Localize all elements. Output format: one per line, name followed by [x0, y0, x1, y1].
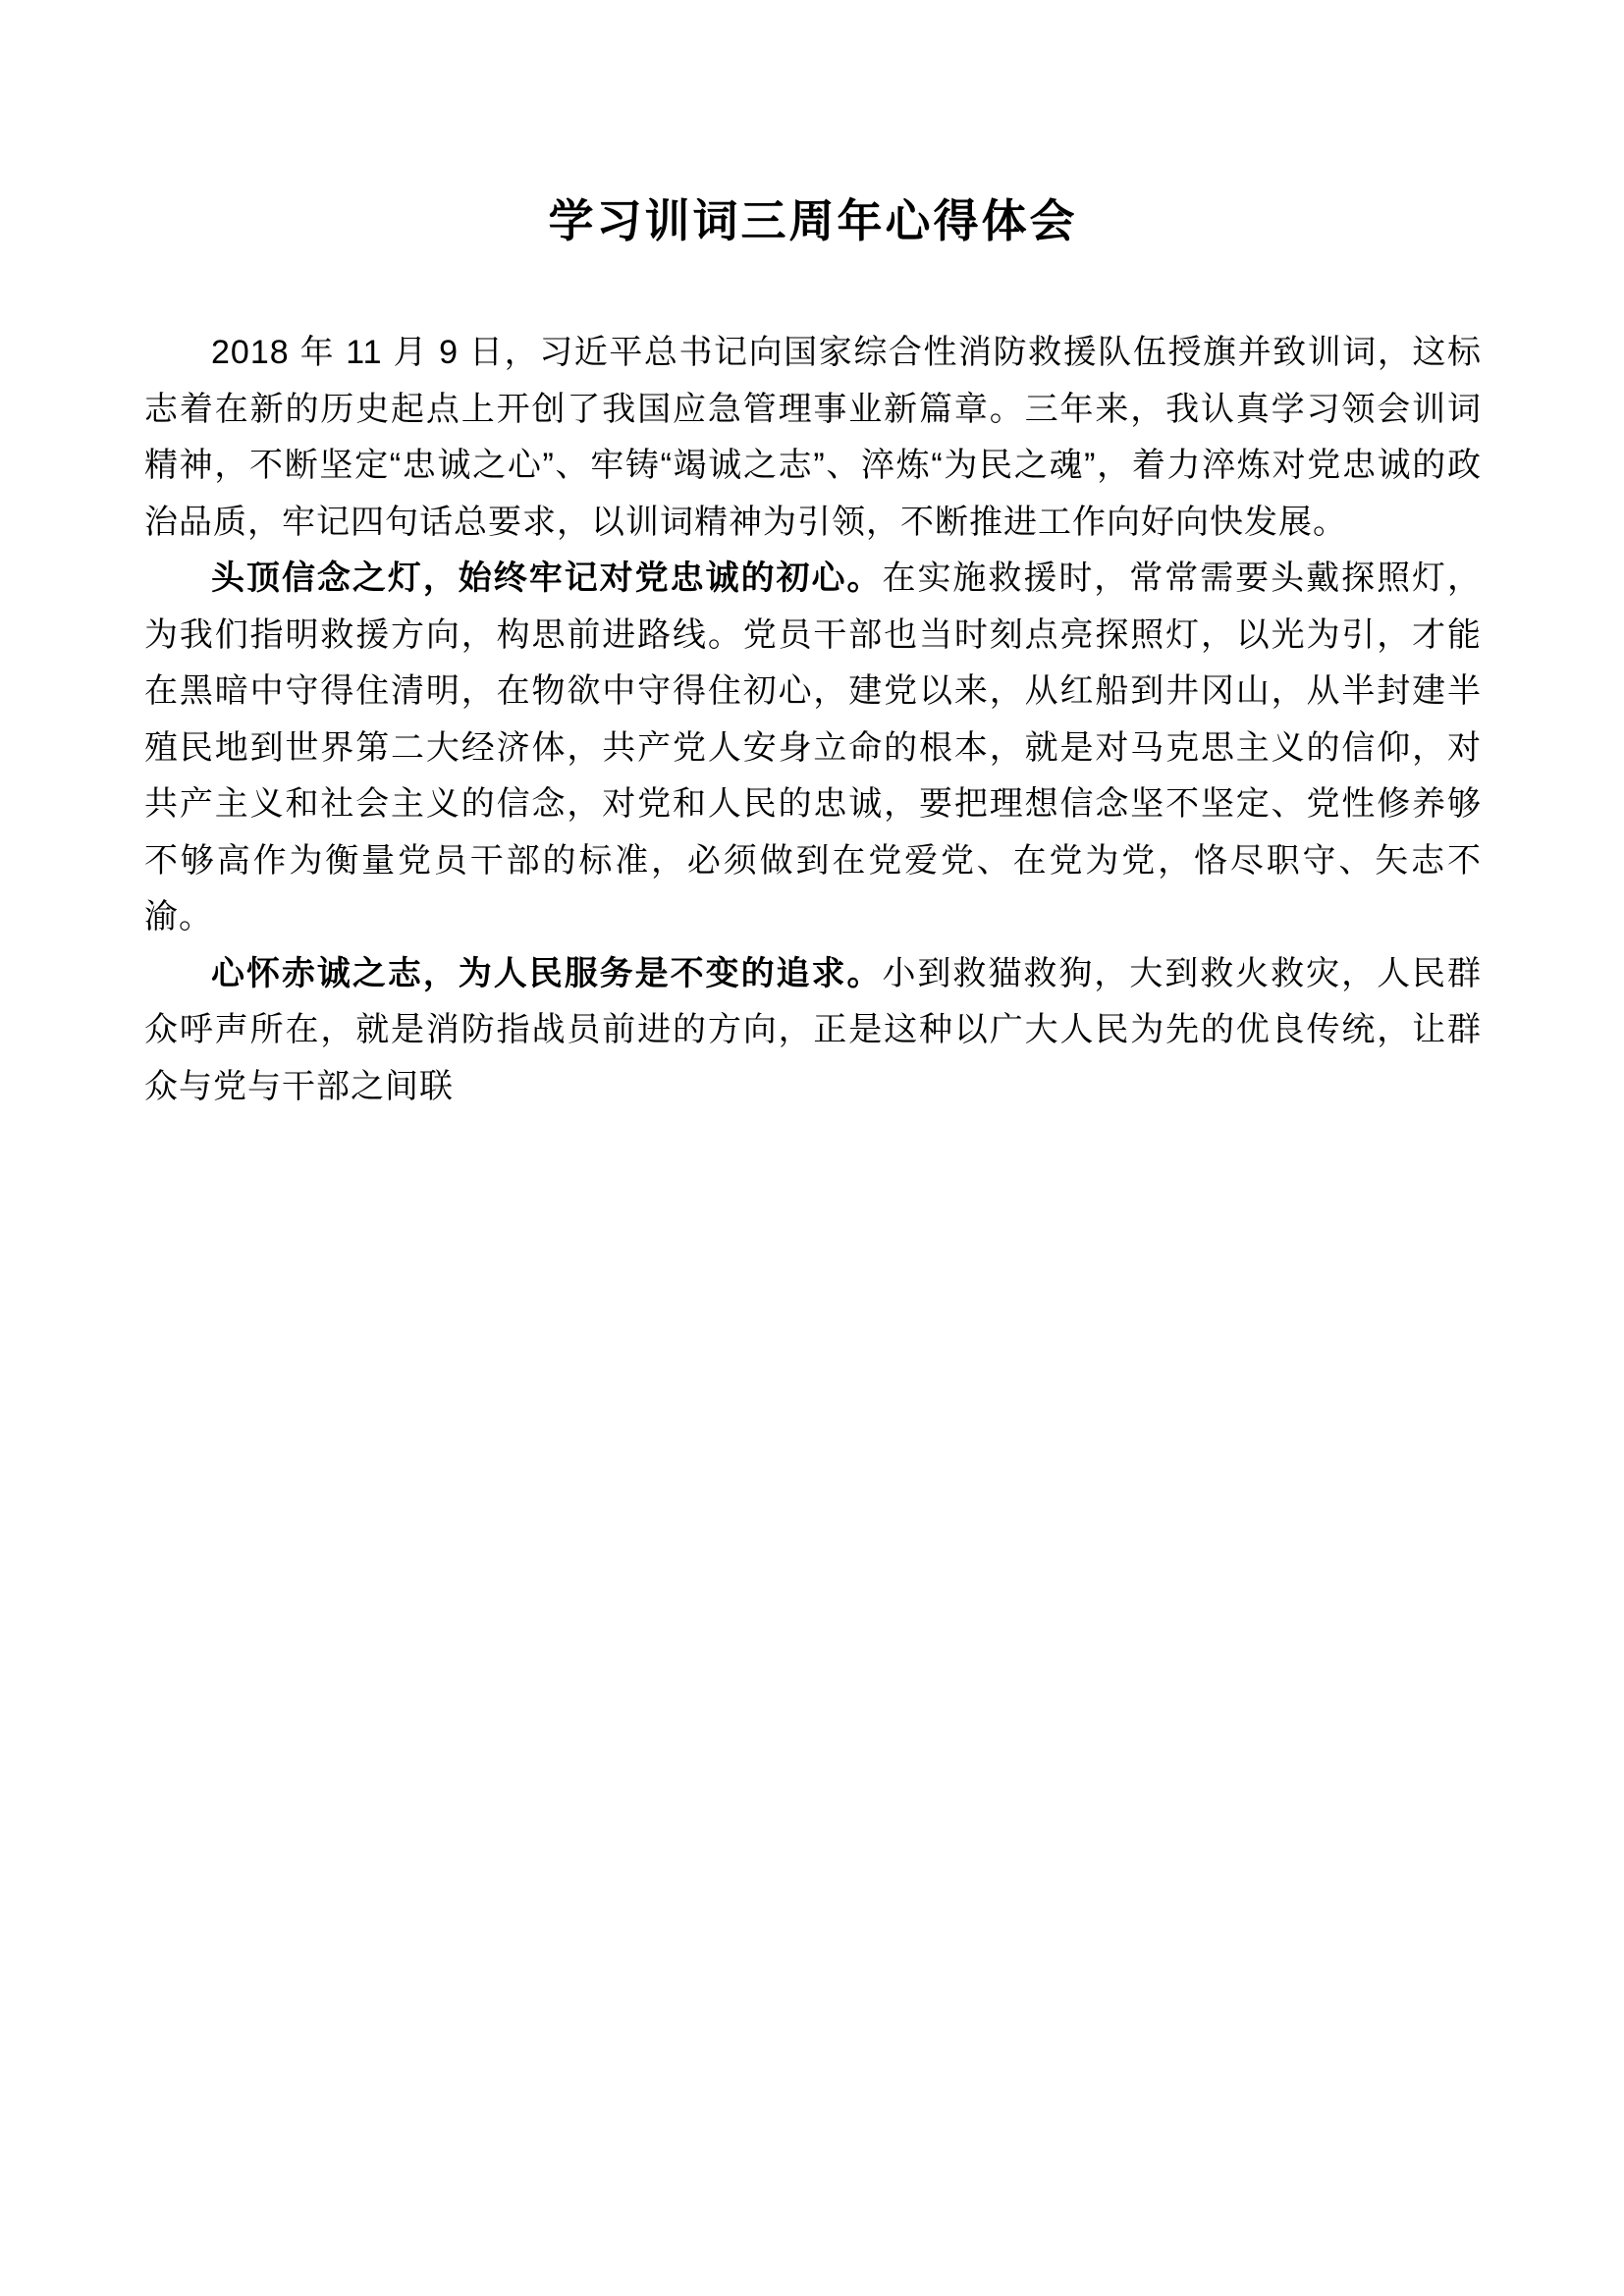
- paragraph-text: 小到救猫救狗，大到救火救灾，人民群众呼声所在，就是消防指战员前进的方向，正是这种以广大人民为先的优良传统，让群众与党与干部之间联: [144, 954, 1483, 1105]
- paragraph-text: 在实施救援时，常常需要头戴探照灯，为我们指明救援方向，构思前进路线。党员干部也当时刻点亮探照灯，以光为引，才能在黑暗中守得住清明，在物欲中守得住初心，建党以来，从红船到井冈山，从半封建半殖民地到世界第二大经济体，共产党人安身立命的根本，就是对马克思主义的信仰，对共产主义和社会主义的信念，对党和人民的忠诚，要把理想信念坚不坚定、党性修养够不够高作为衡量党员干部的标准，必须做到在党爱党、在党为党，恪尽职守、矢志不渝。: [144, 560, 1483, 936]
- paragraph-lead: 头顶信念之灯，始终牢记对党忠诚的初心。: [211, 560, 883, 598]
- paragraph-lead: 心怀赤诚之志，为人民服务是不变的追求。: [211, 954, 883, 992]
- paragraph-intro: [144, 325, 1482, 551]
- paragraph-service: [144, 946, 1482, 1116]
- paragraph-loyalty: [144, 551, 1482, 946]
- paragraph-text: 2018 年 11 月 9 日，习近平总书记向国家综合性消防救援队伍授旗并致训词，这标志着在新的历史起点上开创了我国应急管理事业新篇章。三年来，我认真学习领会训词精神，不断坚定“忠诚之心”、牢铸“竭诚之志”、淬炼“为民之魂”，着力淬炼对党忠诚的政治品质，牢记四句话总要求，以训词精神为引领，不断推进工作向好向快发展。: [144, 334, 1482, 541]
- document-title: 学习训词三周年心得体会: [548, 195, 1078, 246]
